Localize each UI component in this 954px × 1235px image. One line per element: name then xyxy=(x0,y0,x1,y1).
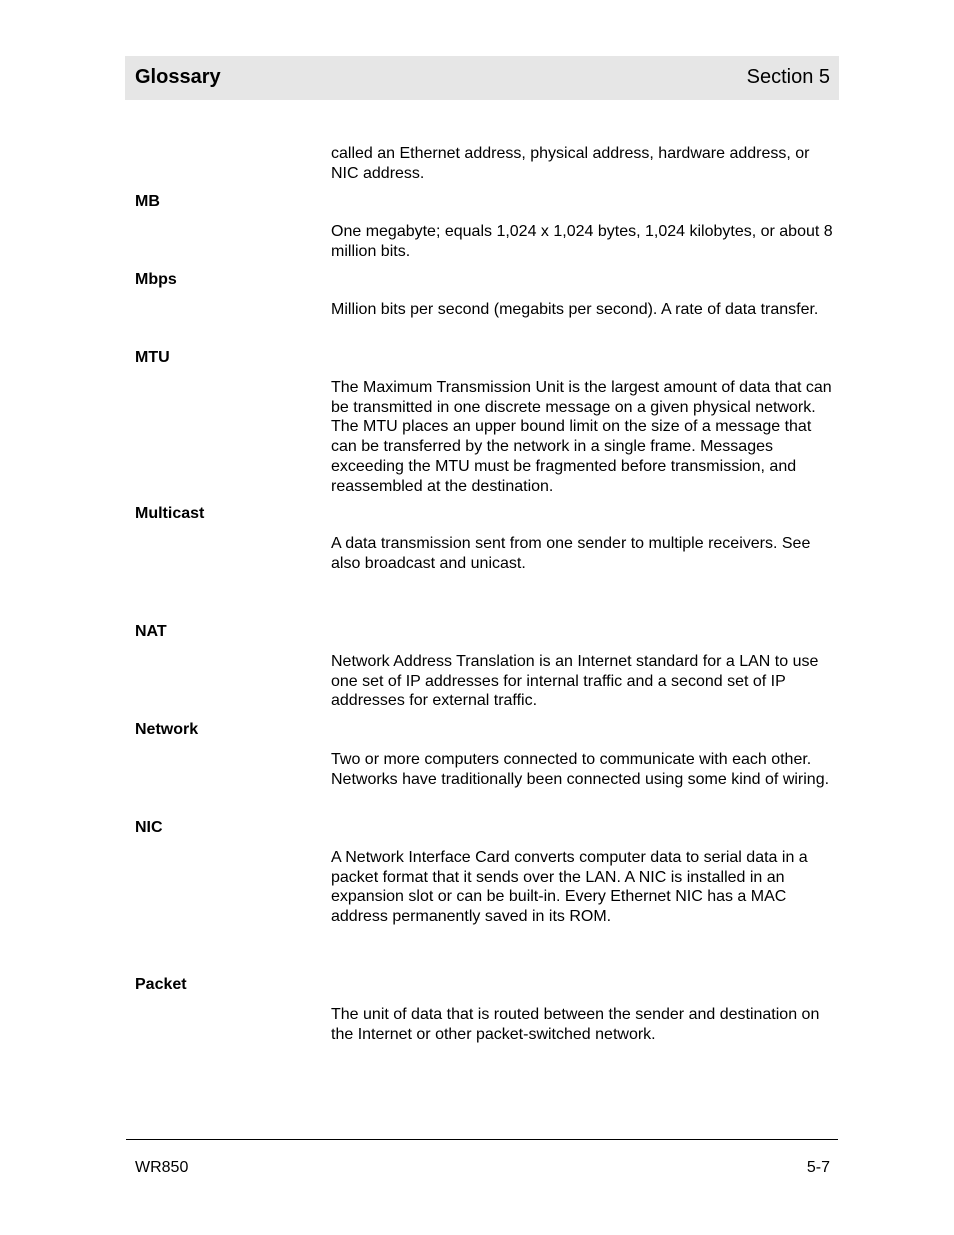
glossary-term-nat: NAT xyxy=(135,623,167,640)
page-number: 5-7 xyxy=(806,1159,830,1176)
footer-divider xyxy=(126,1139,838,1140)
footer-product: WR850 xyxy=(135,1159,189,1176)
glossary-definition-network: Two or more computers connected to communicate with each other. Networks have traditionally been connected using some kind of wiring. xyxy=(331,751,830,788)
glossary-definition-nic: A Network Interface Card converts computer data to serial data in a packet format that it sends over the LAN. A NIC is installed in an expansion slot or can be built-in. Every Ethernet NIC has a MAC address permanently saved in its ROM. xyxy=(331,849,808,926)
glossary-definition-nat: Network Address Translation is an Internet standard for a LAN to use one set of IP addresses for internal traffic and a second set of IP addresses for external traffic. xyxy=(331,653,819,710)
glossary-term-mbps: Mbps xyxy=(135,271,177,288)
glossary-definition-mb: One megabyte; equals 1,024 x 1,024 bytes, 1,024 kilobytes, or about 8 million bits. xyxy=(331,223,833,260)
glossary-term-mb: MB xyxy=(135,193,160,210)
glossary-term-network: Network xyxy=(135,721,199,738)
section-label: Section 5 xyxy=(746,66,830,88)
glossary-term-mtu: MTU xyxy=(135,349,170,366)
page-header xyxy=(125,56,839,100)
glossary-definition-multicast: A data transmission sent from one sender to multiple receivers. See also broadcast and unicast. xyxy=(331,535,811,572)
glossary-definition-mtu: The Maximum Transmission Unit is the largest amount of data that can be transmitted in one discrete message on a given physical network. The MTU places an upper bound limit on the size of a message that can be transferred by the network in a single frame. Messages exceeding the MTU must be fragmented before transmission, and reassembled at the destination. xyxy=(331,379,832,495)
continued-definition: called an Ethernet address, physical address, hardware address, or NIC address. xyxy=(331,145,810,182)
page-title: Glossary xyxy=(135,66,221,88)
glossary-term-multicast: Multicast xyxy=(135,505,205,522)
glossary-definition-mbps: Million bits per second (megabits per second). A rate of data transfer. xyxy=(331,301,819,318)
glossary-definition-packet: The unit of data that is routed between the sender and destination on the Internet or other packet-switched network. xyxy=(331,1006,820,1043)
glossary-term-nic: NIC xyxy=(135,819,163,836)
glossary-term-packet: Packet xyxy=(135,976,187,993)
